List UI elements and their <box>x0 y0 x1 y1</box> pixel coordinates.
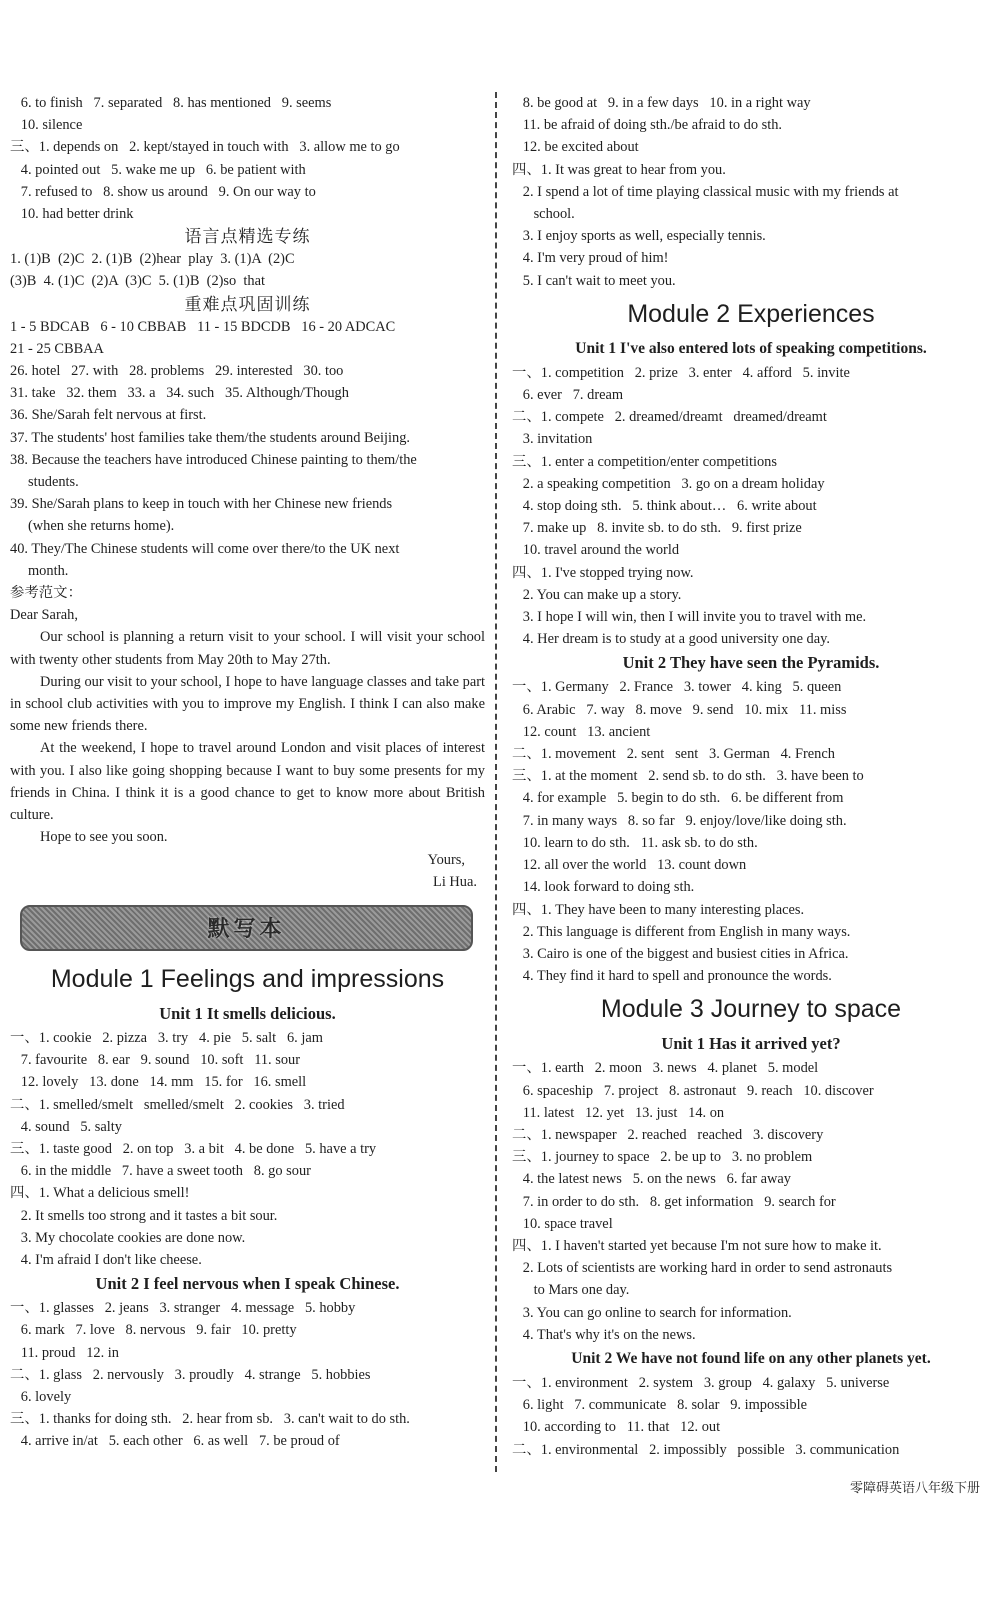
answer-line: 14. look forward to doing sth. <box>512 879 695 896</box>
book-footer: 零障碍英语八年级下册 <box>849 1481 980 1496</box>
answer-line: 12. lovely 13. done 14. mm 15. for 16. smell <box>10 1074 307 1091</box>
left-top-answers <box>10 92 485 225</box>
answer-line: 二、1. compete 2. dreamed/dreamt dreamed/dreamt <box>512 409 827 426</box>
answer-line: 4. They find it hard to spell and pronounce the words. <box>512 968 832 985</box>
unit-answers <box>512 362 990 651</box>
answer-line: 一、1. competition 2. prize 3. enter 4. afford 5. invite <box>512 364 850 381</box>
section-title-language-points: 语言点精选专练 <box>184 227 311 247</box>
answer-line: 三、1. at the moment 2. send sb. to do sth. 3. have been to <box>512 768 864 785</box>
answer-line: 一、1. environment 2. system 3. group 4. galaxy 5. universe <box>512 1374 890 1391</box>
answer-line: 5. I can't wait to meet you. <box>512 272 676 289</box>
answer-line: 4. arrive in/at 5. each other 6. as well 7. be proud of <box>10 1433 340 1450</box>
column-divider <box>495 92 497 1472</box>
answer-line: 三、1. journey to space 2. be up to 3. no problem <box>512 1149 813 1166</box>
answer-line: 二、1. smelled/smelt smelled/smelt 2. cookies 3. tried <box>10 1096 345 1113</box>
answer-line: 11. latest 12. yet 13. just 14. on <box>512 1104 725 1121</box>
answer-line: 3. invitation <box>512 431 593 448</box>
answer-line: 4. for example 5. begin to do sth. 6. be different from <box>512 790 844 807</box>
answer-line: 3. You can go online to search for information. <box>512 1304 792 1321</box>
answer-line: 四、1. What a delicious smell! <box>10 1185 190 1202</box>
answer-line: 40. They/The Chinese students will come over there/to the UK next <box>10 540 400 557</box>
answer-line: 二、1. newspaper 2. reached reached 3. discovery <box>512 1126 824 1143</box>
answer-line: 四、1. I haven't started yet because I'm not sure how to make it. <box>512 1237 882 1254</box>
answer-line: 1 - 5 BDCAB 6 - 10 CBBAB 11 - 15 BDCDB 16 - 20 ADCAC <box>10 318 396 335</box>
answer-line: (when she returns home). <box>10 518 175 535</box>
answer-line: students. <box>10 474 79 491</box>
answer-line: 4. I'm very proud of him! <box>512 250 669 267</box>
essay-greeting: Dear Sarah, <box>10 607 78 624</box>
answer-line: 6. lovely <box>10 1388 72 1405</box>
answer-line: 四、1. It was great to hear from you. <box>512 161 726 178</box>
answer-line: 一、1. glasses 2. jeans 3. stranger 4. message 5. hobby <box>10 1300 356 1317</box>
answer-line: 37. The students' host families take them/the students around Beijing. <box>10 429 411 446</box>
answer-line: 三、1. enter a competition/enter competitions <box>512 453 777 470</box>
answer-line: 8. be good at 9. in a few days 10. in a right way <box>512 95 811 111</box>
essay-paragraph: During our visit to your school, I hope to have language classes and take part in school club activities with you to improve my English. I think I can also make some new friends there. <box>10 673 485 735</box>
unit-title: Unit 1 It smells delicious. <box>159 1003 336 1023</box>
banner-label: 默写本 <box>207 917 286 943</box>
answer-line: 2. It smells too strong and it tastes a bit sour. <box>10 1207 278 1224</box>
unit-title: Unit 2 I feel nervous when I speak Chinese. <box>95 1274 400 1294</box>
answer-line: 7. favourite 8. ear 9. sound 10. soft 11. sour <box>10 1052 301 1069</box>
answer-line: 10. travel around the world <box>512 542 680 559</box>
answer-line: 3. I enjoy sports as well, especially tennis. <box>512 228 766 245</box>
answer-line: 36. She/Sarah felt nervous at first. <box>10 407 207 424</box>
answer-line: 2. Lots of scientists are working hard in order to send astronauts <box>512 1260 893 1277</box>
section-title-key-difficulties: 重难点巩固训练 <box>184 294 311 314</box>
unit-answers <box>512 676 990 987</box>
answer-line: 3. My chocolate cookies are done now. <box>10 1229 246 1246</box>
answer-line: 6. to finish 7. separated 8. has mentioned 9. seems <box>10 95 332 111</box>
answer-line: 4. the latest news 5. on the news 6. far away <box>512 1171 791 1188</box>
answer-line: 4. pointed out 5. wake me up 6. be patient with <box>10 161 306 178</box>
answer-line: 二、1. environmental 2. impossibly possible 3. communication <box>512 1441 900 1458</box>
module-title: Module 2 Experiences <box>627 299 875 328</box>
module-title: Module 3 Journey to space <box>600 995 902 1024</box>
unit-answers <box>512 1057 990 1346</box>
answer-line: school. <box>512 206 575 223</box>
answer-line: 二、1. glass 2. nervously 3. proudly 4. strange 5. hobbies <box>10 1366 371 1383</box>
essay-paragraph: Our school is planning a return visit to your school. I will visit your school with twenty other students from May 20th to May 27th. <box>10 629 485 668</box>
answer-line: month. <box>10 562 69 579</box>
answer-line: 3. I hope I will win, then I will invite you to travel with me. <box>512 609 867 626</box>
answer-line: 4. Her dream is to study at a good university one day. <box>512 631 830 648</box>
answer-line: 7. refused to 8. show us around 9. On our way to <box>10 183 316 200</box>
answer-line: 38. Because the teachers have introduced Chinese painting to them/the <box>10 451 417 468</box>
essay-label: 参考范文： <box>10 585 82 602</box>
answer-line: 12. count 13. ancient <box>512 723 651 740</box>
answer-line: 4. stop doing sth. 5. think about… 6. write about <box>512 498 817 515</box>
answer-line: 7. in order to do sth. 8. get information 9. search for <box>512 1193 836 1210</box>
answer-line: 2. This language is different from English in many ways. <box>512 923 851 940</box>
unit-answers <box>10 1297 485 1452</box>
answer-line: 2. I spend a lot of time playing classical music with my friends at <box>512 183 899 200</box>
answer-line: 2. a speaking competition 3. go on a dream holiday <box>512 475 825 492</box>
answer-line: 7. in many ways 8. so far 9. enjoy/love/like doing sth. <box>512 812 847 829</box>
unit-title: Unit 1 I've also entered lots of speaking competitions. <box>575 339 927 357</box>
answer-line: 10. had better drink <box>10 206 134 223</box>
answer-line: 三、1. thanks for doing sth. 2. hear from sb. 3. can't wait to do sth. <box>10 1411 410 1428</box>
answer-line: 21 - 25 CBBAA <box>10 340 104 357</box>
unit-answers <box>10 1027 485 1271</box>
essay-signature: Li Hua. <box>433 873 477 890</box>
dictation-banner <box>20 905 473 951</box>
answer-line: 6. in the middle 7. have a sweet tooth 8. go sour <box>10 1163 311 1180</box>
answer-line: 6. Arabic 7. way 8. move 9. send 10. mix 11. miss <box>512 701 847 718</box>
left-column <box>10 92 485 1453</box>
answer-line: 6. spaceship 7. project 8. astronaut 9. reach 10. discover <box>512 1082 874 1099</box>
answer-line: 7. make up 8. invite sb. to do sth. 9. first prize <box>512 520 802 537</box>
answer-line: 三、1. depends on 2. kept/stayed in touch with 3. allow me to go <box>10 139 400 156</box>
answer-line: 1. (1)B (2)C 2. (1)B (2)hear play 3. (1)A (2)C <box>10 251 295 268</box>
unit-answers <box>512 1372 990 1461</box>
unit-title: Unit 2 They have seen the Pyramids. <box>622 653 880 673</box>
answer-line: 12. be excited about <box>512 139 639 156</box>
answer-line: 三、1. taste good 2. on top 3. a bit 4. be done 5. have a try <box>10 1140 377 1157</box>
essay-paragraph: At the weekend, I hope to travel around London and visit places of interest with you. I also like going shopping because I want to buy some presents for my friends in China. I think it is a good chance to get to know more about British culture. <box>10 740 485 824</box>
answer-line: 一、1. cookie 2. pizza 3. try 4. pie 5. salt 6. jam <box>10 1029 323 1046</box>
answer-line: 11. proud 12. in <box>10 1344 119 1361</box>
key-difficulties-answers <box>10 316 485 582</box>
answer-line: 4. sound 5. salty <box>10 1118 122 1135</box>
answer-line: 四、1. I've stopped trying now. <box>512 564 694 581</box>
answer-line: 31. take 32. them 33. a 34. such 35. Although/Though <box>10 385 349 402</box>
right-top-answers <box>512 92 990 292</box>
unit-title: Unit 2 We have not found life on any other planets yet. <box>571 1349 931 1367</box>
answer-line: 6. light 7. communicate 8. solar 9. impossible <box>512 1397 807 1414</box>
answer-line: 10. silence <box>10 117 83 134</box>
answer-line: 二、1. movement 2. sent sent 3. German 4. French <box>512 746 835 763</box>
answer-line: 四、1. They have been to many interesting places. <box>512 901 805 918</box>
answer-line: 6. ever 7. dream <box>512 387 624 404</box>
answer-line: 2. You can make up a story. <box>512 586 682 603</box>
answer-line: 26. hotel 27. with 28. problems 29. interested 30. too <box>10 363 344 380</box>
answer-line: 39. She/Sarah plans to keep in touch with her Chinese new friends <box>10 496 393 513</box>
right-column <box>512 92 990 1461</box>
essay-closing: Yours, <box>427 851 465 868</box>
answer-line: 10. space travel <box>512 1215 613 1232</box>
answer-line: 一、1. earth 2. moon 3. news 4. planet 5. model <box>512 1060 819 1077</box>
module-title: Module 1 Feelings and impressions <box>50 964 445 993</box>
unit-title: Unit 1 Has it arrived yet? <box>661 1034 841 1054</box>
answer-line: (3)B 4. (1)C (2)A (3)C 5. (1)B (2)so that <box>10 273 265 290</box>
language-points-answers <box>10 248 485 292</box>
answer-line: 3. Cairo is one of the biggest and busiest cities in Africa. <box>512 945 849 962</box>
answer-line: 12. all over the world 13. count down <box>512 857 747 874</box>
essay-paragraph: Hope to see you soon. <box>40 829 168 846</box>
sample-essay <box>10 582 485 893</box>
answer-line: 4. I'm afraid I don't like cheese. <box>10 1251 202 1268</box>
answer-line: 6. mark 7. love 8. nervous 9. fair 10. pretty <box>10 1322 297 1339</box>
answer-line: 4. That's why it's on the news. <box>512 1326 696 1343</box>
answer-line: 11. be afraid of doing sth./be afraid to do sth. <box>512 117 783 134</box>
answer-line: 一、1. Germany 2. France 3. tower 4. king 5. queen <box>512 679 842 696</box>
answer-line: 10. learn to do sth. 11. ask sb. to do sth. <box>512 834 758 851</box>
answer-line: 10. according to 11. that 12. out <box>512 1419 721 1436</box>
answer-line: to Mars one day. <box>512 1282 630 1299</box>
